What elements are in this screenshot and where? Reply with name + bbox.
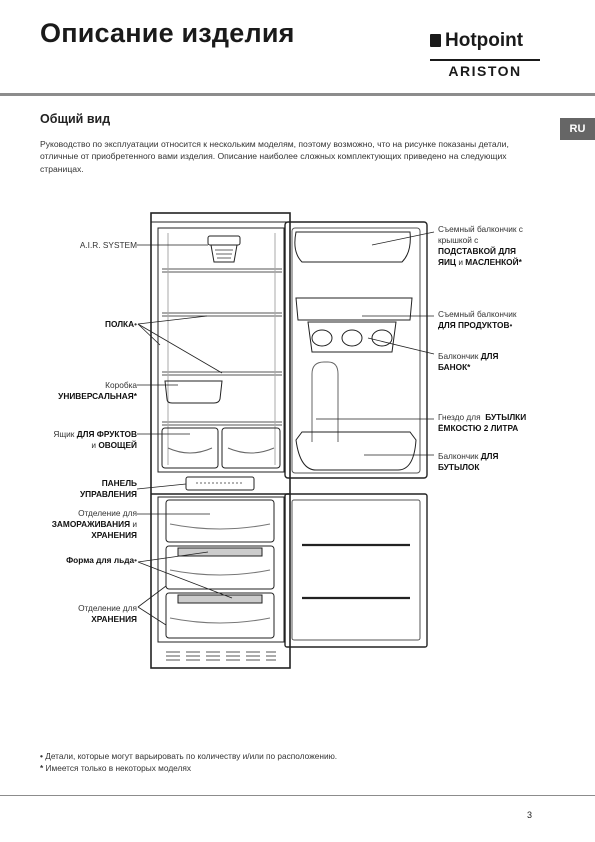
label-air-system: A.I.R. SYSTEM [79,240,137,250]
freezer-drawer-1 [166,500,274,542]
egg-balcony [295,232,410,262]
crisper-right [222,428,280,468]
ice-tray-2 [178,595,262,603]
fridge-inner [158,228,284,472]
label-product-balcony: Съемный балкончик ДЛЯ ПРОДУКТОВ• [438,309,517,330]
universal-box [165,381,222,403]
fridge-door [285,222,427,478]
freezer-door [285,494,427,647]
header-divider [0,93,595,96]
brand-bottom-text: ARISTON [448,63,522,79]
label-bottle-balcony: Балкончик ДЛЯ БУТЫЛОК [438,451,499,472]
bottle-slot [312,362,338,442]
label-crisper: Ящик ДЛЯ ФРУКТОВ и ОВОЩЕЙ [53,429,137,450]
air-system-unit [208,236,240,262]
footnote-star: * Имеется только в некоторых моделях [40,763,191,773]
label-storage-section: Отделение для ХРАНЕНИЯ [78,603,137,624]
label-jar-balcony: Балкончик ДЛЯ БАНОК* [438,351,499,372]
footnotes [40,750,337,774]
label-control-panel: ПАНЕЛЬ УПРАВЛЕНИЯ [80,478,137,499]
bottle-balcony [296,432,416,470]
section-title: Общий вид [40,112,111,126]
page-title: Описание изделия [40,18,295,48]
product-balcony [296,298,412,320]
intro-paragraph: Руководство по эксплуатации относится к нескольким моделям, поэтому возможно, что на рисунке показаны детали, отличные от приобретенного вами изделия. Описание наиболее сложных комплектующих приведено на следующих страницах. [40,139,509,174]
brand-logo [430,30,545,85]
footnote-bullet: • Детали, которые могут варьировать по количеству и/или по расположению. [40,751,338,761]
label-egg-balcony: Съемный балкончик с крышкой с ПОДСТАВКОЙ ДЛЯ ЯИЦ и МАСЛЕНКОЙ* [438,224,523,267]
label-shelf: ПОЛКА• [105,319,137,329]
vent-grille [166,652,276,660]
freezer-inner [158,497,284,642]
label-ice-tray: Форма для льда• [66,555,137,565]
label-freezer-section: Отделение для ЗАМОРАЖИВАНИЯ и ХРАНЕНИЯ [51,508,137,540]
brand-top-text: Hotpoint [445,30,524,51]
footer-divider [0,795,595,796]
page-number: 3 [527,810,533,820]
jar-balcony [308,322,396,352]
logo-divider [430,59,540,61]
language-tab: RU [560,118,595,140]
logo-square-icon [430,34,441,47]
label-universal-box: Коробка УНИВЕРСАЛЬНАЯ* [58,380,137,401]
brand-logo-top [430,30,523,52]
label-bottle-slot: Гнездо для БУТЫЛКИ ЁМКОСТЮ 2 ЛИТРА [438,412,527,433]
